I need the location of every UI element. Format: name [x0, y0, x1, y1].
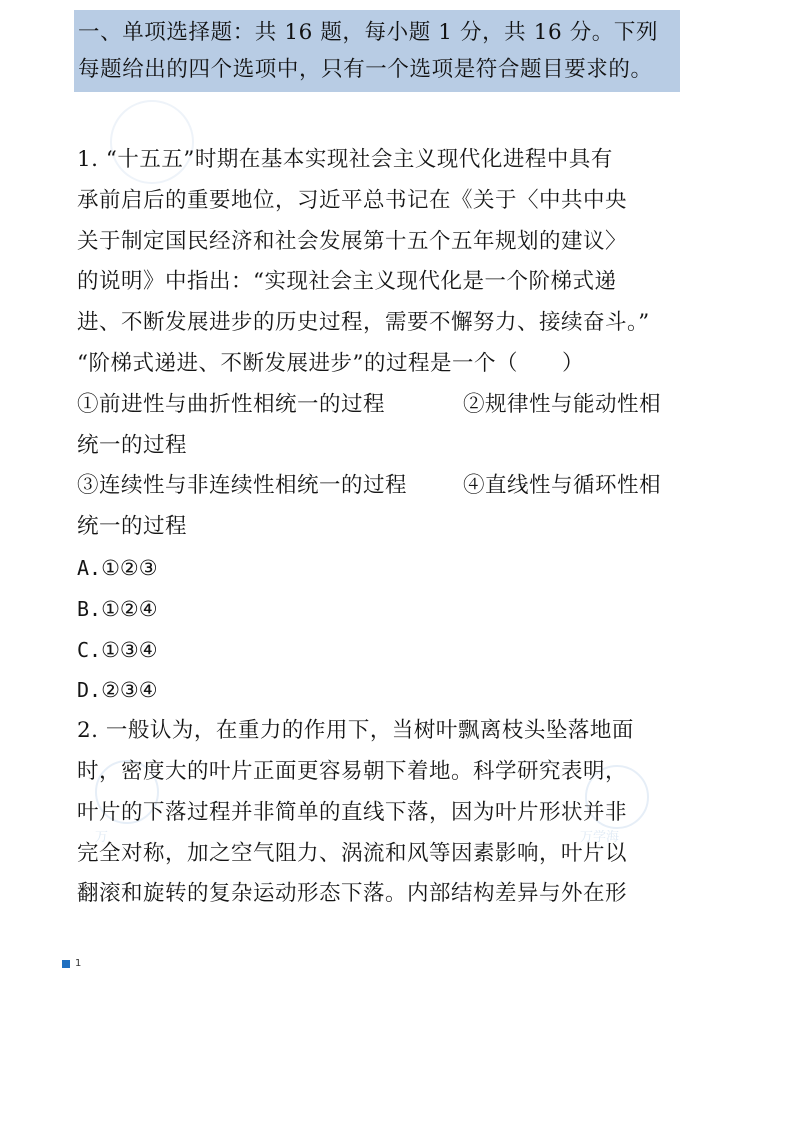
page-footer — [62, 958, 81, 969]
choice-c[interactable] — [77, 630, 687, 671]
choice-a[interactable] — [77, 548, 687, 589]
choice-b[interactable] — [77, 589, 687, 630]
question-1-stem-line: 关于制定国民经济和社会发展第十五个五年规划的建议〉 — [77, 228, 628, 254]
question-2-stem-line: 完全对称，加之空气阻力、涡流和风等因素影响，叶片以 — [77, 840, 628, 866]
choice-d-letter: D. — [77, 678, 102, 703]
question-2-stem-line: 翻滚和旋转的复杂运动形态下落。内部结构差异与外在形 — [77, 881, 628, 907]
question-content — [77, 140, 687, 915]
choice-c-value: ①③④ — [101, 637, 158, 662]
question-2-stem-line: 叶片的下落过程并非简单的直线下落，因为叶片形状并非 — [77, 799, 628, 825]
choice-a-letter: A. — [77, 555, 102, 580]
page-number: 1 — [75, 958, 82, 969]
watermark-text-left: 万 — [95, 830, 109, 845]
statement-1: ①前进性与曲折性相统一的过程 — [77, 391, 386, 417]
choice-a-value: ①②③ — [101, 555, 158, 580]
statement-row-3-4 — [77, 466, 687, 507]
statement-4: ④直线性与循环性相 — [463, 473, 662, 499]
statement-3: ③连续性与非连续性相统一的过程 — [77, 473, 408, 499]
statement-row-1-2 — [77, 385, 687, 426]
choice-d[interactable] — [77, 670, 687, 711]
question-1-stem-line: 承前启后的重要地位，习近平总书记在《关于〈中共中央 — [77, 187, 628, 213]
question-1-stem-line: 的说明》中指出：“实现社会主义现代化是一个阶梯式递 — [77, 269, 617, 295]
page-marker-icon — [62, 960, 70, 968]
statement-2: ②规律性与能动性相 — [463, 391, 662, 417]
watermark-text-right: 万学海 — [580, 830, 620, 845]
statement-4-continuation: 统一的过程 — [77, 514, 188, 540]
choice-b-value: ①②④ — [101, 596, 158, 621]
section-header-banner — [74, 10, 680, 92]
question-2-stem-line: 时，密度大的叶片正面更容易朝下着地。科学研究表明， — [77, 758, 628, 784]
statement-2-continuation: 统一的过程 — [77, 432, 188, 458]
section-header-line-1: 一、单项选择题：共 16 题，每小题 1 分，共 16 分。下列 — [78, 20, 659, 45]
choice-b-letter: B. — [77, 596, 102, 621]
question-1-stem-line: 进、不断发展进步的历史过程，需要不懈努力、接续奋斗。” — [77, 310, 650, 336]
choice-d-value: ②③④ — [101, 678, 158, 703]
question-1 — [77, 140, 687, 711]
question-1-stem-line: “阶梯式递进、不断发展进步”的过程是一个（ ） — [77, 350, 584, 376]
choice-c-letter: C. — [77, 637, 102, 662]
question-2 — [77, 711, 687, 915]
question-2-stem-line: 2. 一般认为，在重力的作用下，当树叶飘离枝头坠落地面 — [77, 718, 634, 744]
question-1-stem-line: 1. “十五五”时期在基本实现社会主义现代化进程中具有 — [77, 147, 613, 172]
section-header-line-2: 每题给出的四个选项中，只有一个选项是符合题目要求的。 — [78, 57, 653, 82]
